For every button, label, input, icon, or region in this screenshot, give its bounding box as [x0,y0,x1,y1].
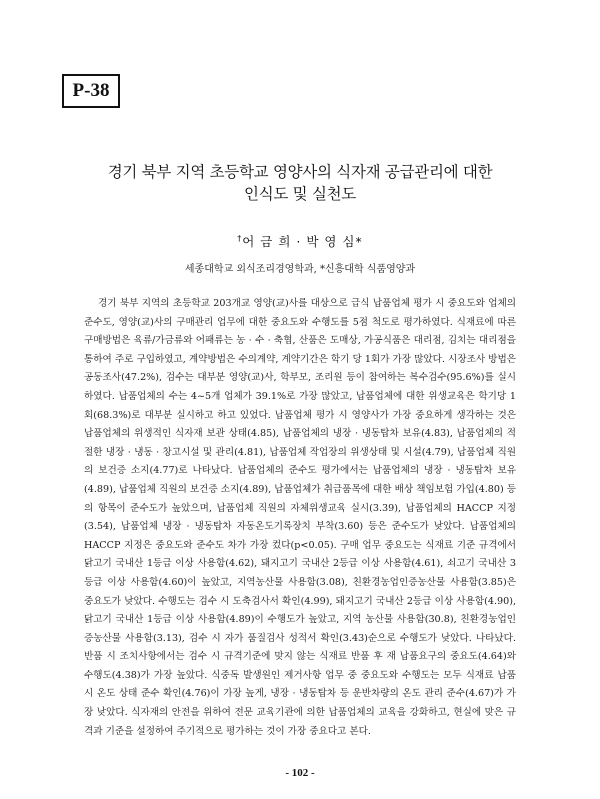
page-number: - 102 - [285,767,315,779]
abstract-body [84,295,516,741]
corresponding-author-mark: † [237,233,243,243]
affiliation: 세종대학교 외식조리경영학과, *신흥대학 식품영양과 [184,264,416,275]
author-names: 어 금 희 · 박 영 심* [242,234,363,249]
paper-title-line-2: 인식도 및 실천도 [244,185,356,203]
abstract-paragraph: 경기 북부 지역의 초등학교 203개교 영양(교)사를 대상으로 급식 납품업체 평가 시 중요도와 업체의 준수도, 영양(교)사의 구매관리 업무에 대한 중요도와 수행도를 5점 척도로 평가하였다. 식재료에 따른 구매방법은 육류/가금류와 어패류는 농 · 수 · 축협, 산품은 도매상, 가공식품은 대리점, 김치는 대리점을 통하여 주로 구입하였고, 계약방법은 수의계약, 계약기간은 학기 당 1회가 가장 많았다. 시장조사 방법은 공동조사(47.2%), 검수는 대부분 영양(교)사, 학부모, 조리원 등이 참여하는 복수검수(95.6%)를 실시하였다. 납품업체의 수는 4~5개 업체가 39.1%로 가장 많았고, 납품업체에 대한 위생교육은 학기당 1회(68.3%)로 대부분 실시하고 하고 있었다. 납품업체 평가 시 영양사가 가장 중요하게 생각하는 것은 납품업체의 위생적인 식자재 보관 상태(4.85), 납품업체의 냉장 · 냉동탑차 보유(4.83), 납품업체의 적절한 냉장 · 냉동 · 창고시설 및 관리(4.81), 납품업체 작업장의 위생상태 및 시설(4.79), 납품업체 직원의 보건증 소지(4.77)로 나타났다. 납품업체의 준수도 평가에서는 납품업체의 냉장 · 냉동탑차 보유(4.89), 납품업체 직원의 보건증 소지(4.89), 납품업체가 취급품목에 대한 배상 책임보험 가입(4.80) 등의 항목이 준수도가 높았으며, 납품업체 직원의 자체위생교육 실시(3.39), 납품업체의 HACCP 지정(3.54), 납품업체 냉장 · 냉동탑차 자동온도기록장치 부착(3.60) 등은 준수도가 낮았다. 납품업체의 HACCP 지정은 중요도와 준수도 차가 가장 컸다(p<0.05). 구매 업무 중요도는 식재료 기준 규격에서 닭고기 국내산 1등급 이상 사용함(4.62), 돼지고기 국내산 2등급 이상 사용함(4.61), 쇠고기 국내산 3등급 이상 사용함(4.60)이 높았고, 지역농산물 사용함(3.08), 친환경농업인증농산물 사용함(3.85)은 중요도가 낮았다. 수행도는 검수 시 도축검사서 확인(4.99), 돼지고기 국내산 2등급 이상 사용함(4.90), 닭고기 국내산 1등급 이상 사용함(4.89)이 수행도가 높았고, 지역 농산물 사용함(30.8), 친환경농업인증농산물 사용함(3.13), 검수 시 자가 품질검사 성적서 확인(3.43)순으로 수행도가 낮았다. 나타났다. 반품 시 조치사항에서는 검수 시 규격기준에 맞지 않는 식재료 반품 후 재 납품요구의 중요도(4.64)와 수행도(4.38)가 가장 높았다. 식중독 발생원인 제거사항 업무 중 중요도와 수행도는 모두 식재료 납품 시 온도 상태 준수 확인(4.76)이 가장 높게, 냉장 · 냉동탑차 등 운반차량의 온도 관리 준수(4.67)가 가장 낮았다. 식자재의 안전을 위하여 전문 교육기관에 의한 납품업체의 교육을 강화하고, 현실에 맞은 규격과 기준을 설정하여 주기적으로 평가하는 것이 가장 중요다고 본다. [84,298,517,737]
paper-title-line-1: 경기 북부 지역 초등학교 영양사의 식자재 공급관리에 대한 [107,163,493,181]
author-list [0,232,600,250]
poster-number-badge: P-38 [62,74,120,108]
